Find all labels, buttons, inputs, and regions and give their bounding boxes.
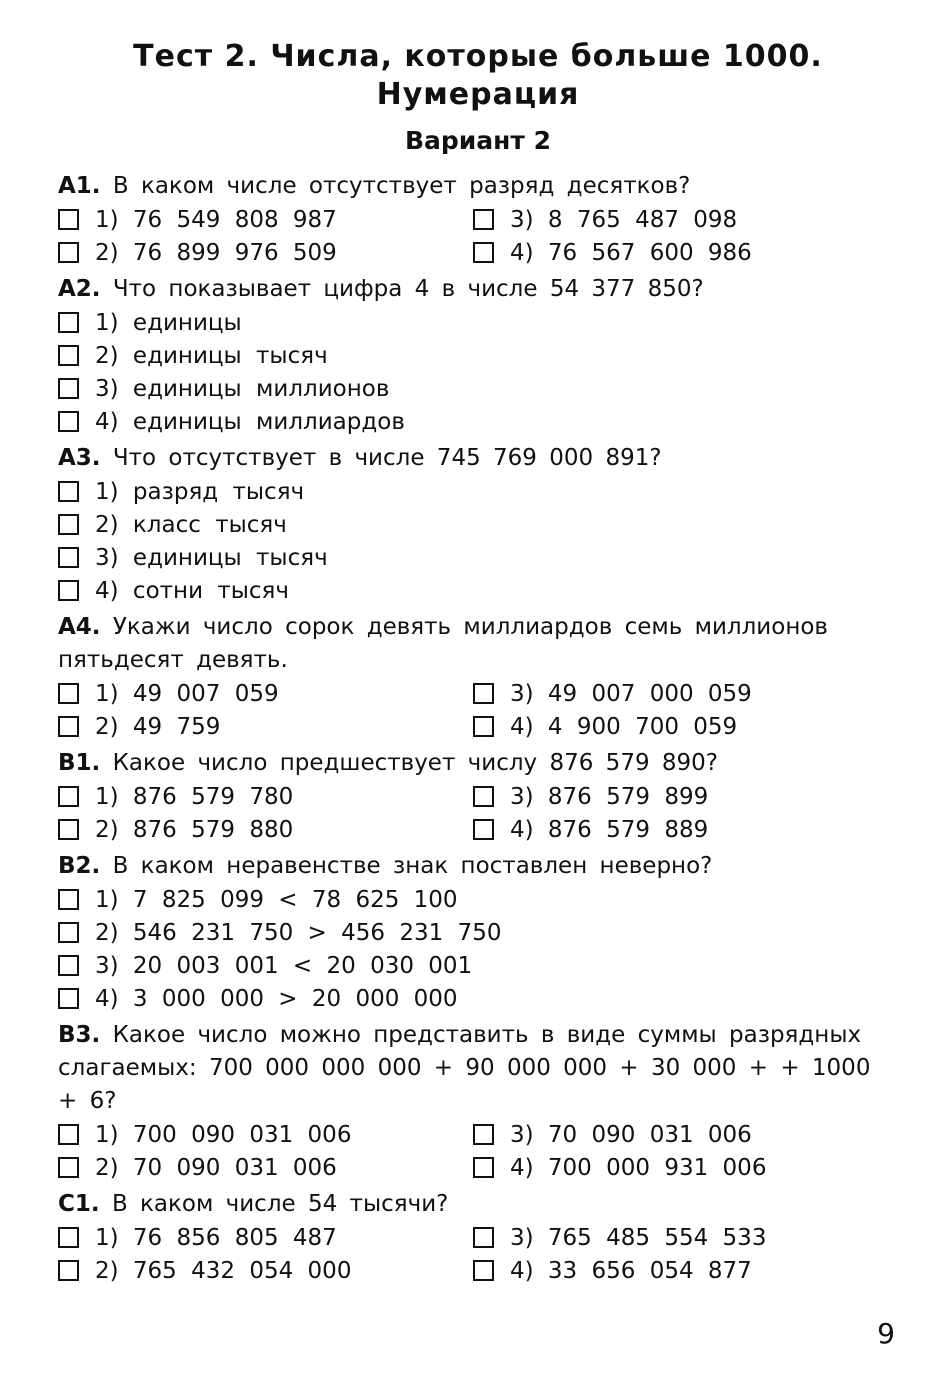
checkbox[interactable] <box>473 716 494 737</box>
checkbox[interactable] <box>58 683 79 704</box>
answer-option <box>58 949 888 982</box>
checkbox[interactable] <box>473 242 494 263</box>
option-label: 1) 7 825 099 < 78 625 100 <box>95 886 458 913</box>
option-label: 2) класс тысяч <box>95 511 287 538</box>
title-line-1: Тест 2. Числа, которые больше 1000. <box>133 39 823 74</box>
question-a1 <box>58 170 898 269</box>
checkbox[interactable] <box>473 786 494 807</box>
checkbox[interactable] <box>58 1157 79 1178</box>
answer-option <box>58 475 888 508</box>
checkbox[interactable] <box>58 786 79 807</box>
question-number: А1. <box>58 173 101 199</box>
question-number: А2. <box>58 276 101 302</box>
question-text <box>58 747 898 780</box>
option-label: 4) сотни тысяч <box>95 577 289 604</box>
option-label: 3) единицы миллионов <box>95 375 390 402</box>
question-number: А3. <box>58 445 101 471</box>
checkbox[interactable] <box>58 580 79 601</box>
option-label: 4) 700 000 931 006 <box>510 1154 767 1181</box>
option-label: 2) 876 579 880 <box>95 816 294 843</box>
answer-option <box>473 203 888 236</box>
question-text <box>58 850 898 883</box>
option-label: 4) единицы миллиардов <box>95 408 405 435</box>
option-label: 1) 700 090 031 006 <box>95 1121 352 1148</box>
answer-option <box>58 780 473 813</box>
checkbox[interactable] <box>473 209 494 230</box>
question-c1 <box>58 1188 898 1287</box>
question-number: С1. <box>58 1191 100 1217</box>
question-prompt: Какое число можно представить в виде суммы разрядных слагаемых: 700 000 000 000 + 90 000 000 + 30 000 + + 1000 + 6? <box>58 1022 871 1114</box>
question-prompt: В каком числе 54 тысячи? <box>111 1191 449 1217</box>
option-label: 3) 8 765 487 098 <box>510 206 738 233</box>
options-grid <box>58 1118 898 1184</box>
option-label: 1) разряд тысяч <box>95 478 305 505</box>
question-number: А4. <box>58 614 101 640</box>
option-label: 1) 76 856 805 487 <box>95 1224 337 1251</box>
checkbox[interactable] <box>58 1124 79 1145</box>
option-label: 3) 876 579 899 <box>510 783 709 810</box>
checkbox[interactable] <box>473 819 494 840</box>
checkbox[interactable] <box>58 889 79 910</box>
checkbox[interactable] <box>58 378 79 399</box>
question-text <box>58 1188 898 1221</box>
answer-option <box>58 306 888 339</box>
answer-option <box>473 813 888 846</box>
option-label: 3) единицы тысяч <box>95 544 328 571</box>
answer-option <box>58 541 888 574</box>
checkbox[interactable] <box>58 716 79 737</box>
checkbox[interactable] <box>58 209 79 230</box>
option-label: 1) 876 579 780 <box>95 783 294 810</box>
test-page <box>58 38 898 1291</box>
answer-option <box>58 203 473 236</box>
options-list <box>58 306 898 438</box>
option-label: 4) 33 656 054 877 <box>510 1257 752 1284</box>
option-label: 3) 49 007 000 059 <box>510 680 752 707</box>
options-list <box>58 475 898 607</box>
question-prompt: В каком числе отсутствует разряд десятков? <box>112 173 691 199</box>
answer-option <box>473 780 888 813</box>
checkbox[interactable] <box>58 955 79 976</box>
checkbox[interactable] <box>58 514 79 535</box>
question-text <box>58 273 898 306</box>
checkbox[interactable] <box>473 1157 494 1178</box>
checkbox[interactable] <box>58 312 79 333</box>
option-label: 4) 76 567 600 986 <box>510 239 752 266</box>
option-label: 2) 765 432 054 000 <box>95 1257 352 1284</box>
question-prompt: Что отсутствует в числе 745 769 000 891? <box>112 445 662 471</box>
checkbox[interactable] <box>58 481 79 502</box>
title-line-2: Нумерация <box>376 77 580 112</box>
question-prompt: Что показывает цифра 4 в числе 54 377 850? <box>112 276 704 302</box>
question-prompt: В каком неравенстве знак поставлен неверно? <box>112 853 713 879</box>
checkbox[interactable] <box>473 1124 494 1145</box>
option-label: 2) 70 090 031 006 <box>95 1154 337 1181</box>
option-label: 1) 76 549 808 987 <box>95 206 337 233</box>
options-grid <box>58 780 898 846</box>
option-label: 4) 3 000 000 > 20 000 000 <box>95 985 458 1012</box>
checkbox[interactable] <box>58 242 79 263</box>
question-text <box>58 170 898 203</box>
question-number: В2. <box>58 853 101 879</box>
option-label: 2) 76 899 976 509 <box>95 239 337 266</box>
option-label: 3) 70 090 031 006 <box>510 1121 752 1148</box>
question-b1 <box>58 747 898 846</box>
answer-option <box>58 574 888 607</box>
option-label: 2) единицы тысяч <box>95 342 328 369</box>
answer-option <box>58 1118 473 1151</box>
option-label: 3) 765 485 554 533 <box>510 1224 767 1251</box>
question-text <box>58 442 898 475</box>
answer-option <box>473 710 888 743</box>
page-number: 9 <box>877 1317 895 1350</box>
answer-option <box>58 339 888 372</box>
question-prompt: Укажи число сорок девять миллиардов семь миллионов пятьдесят девять. <box>58 614 828 673</box>
answer-option <box>58 1221 473 1254</box>
checkbox[interactable] <box>473 683 494 704</box>
options-grid <box>58 677 898 743</box>
question-prompt: Какое число предшествует числу 876 579 890? <box>112 750 718 776</box>
answer-option <box>58 710 473 743</box>
answer-option <box>473 1118 888 1151</box>
options-grid <box>58 203 898 269</box>
option-label: 3) 20 003 001 < 20 030 001 <box>95 952 473 979</box>
question-a4 <box>58 611 898 743</box>
answer-option <box>473 1254 888 1287</box>
checkbox[interactable] <box>58 547 79 568</box>
checkbox[interactable] <box>58 819 79 840</box>
question-number: В1. <box>58 750 101 776</box>
checkbox[interactable] <box>473 1260 494 1281</box>
checkbox[interactable] <box>58 411 79 432</box>
answer-option <box>58 982 888 1015</box>
answer-option <box>58 677 473 710</box>
page-title <box>58 38 898 114</box>
option-label: 4) 4 900 700 059 <box>510 713 738 740</box>
checkbox[interactable] <box>58 988 79 1009</box>
checkbox[interactable] <box>58 1227 79 1248</box>
question-text <box>58 1019 898 1118</box>
answer-option <box>58 372 888 405</box>
checkbox[interactable] <box>58 345 79 366</box>
answer-option <box>473 1151 888 1184</box>
answer-option <box>473 236 888 269</box>
variant-heading: Вариант 2 <box>404 126 552 155</box>
answer-option <box>58 883 888 916</box>
answer-option <box>473 1221 888 1254</box>
answer-option <box>58 916 888 949</box>
answer-option <box>58 813 473 846</box>
answer-option <box>58 1254 473 1287</box>
option-label: 2) 49 759 <box>95 713 221 740</box>
option-label: 2) 546 231 750 > 456 231 750 <box>95 919 502 946</box>
answer-option <box>58 405 888 438</box>
option-label: 1) единицы <box>95 309 242 336</box>
question-a3 <box>58 442 898 607</box>
checkbox[interactable] <box>58 1260 79 1281</box>
option-label: 4) 876 579 889 <box>510 816 709 843</box>
answer-option <box>58 1151 473 1184</box>
answer-option <box>473 677 888 710</box>
question-text <box>58 611 898 677</box>
question-number: В3. <box>58 1022 101 1048</box>
checkbox[interactable] <box>473 1227 494 1248</box>
checkbox[interactable] <box>58 922 79 943</box>
options-grid <box>58 1221 898 1287</box>
question-b3 <box>58 1019 898 1184</box>
question-a2 <box>58 273 898 438</box>
answer-option <box>58 508 888 541</box>
option-label: 1) 49 007 059 <box>95 680 279 707</box>
question-b2 <box>58 850 898 1015</box>
answer-option <box>58 236 473 269</box>
options-list <box>58 883 898 1015</box>
